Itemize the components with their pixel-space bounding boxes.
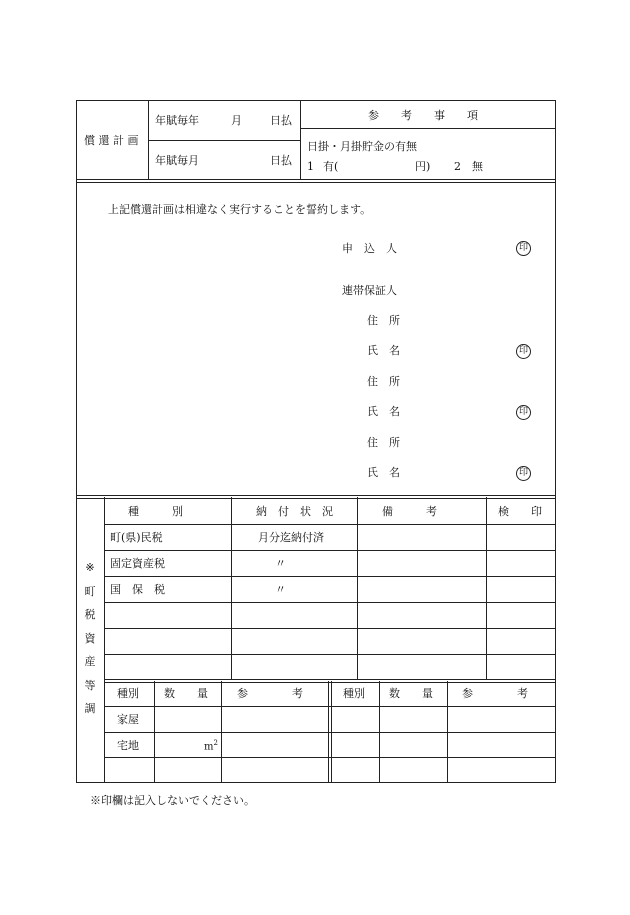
tax-row-1-status: 月分迄納付済 xyxy=(258,531,324,544)
side-char: 資 xyxy=(84,631,96,645)
unit-superscript: 2 xyxy=(213,739,218,747)
grid-line xyxy=(76,179,556,183)
grid-line xyxy=(154,681,155,783)
asset-header-qty-right: 数 量 xyxy=(389,687,433,700)
tax-header-kind: 種 別 xyxy=(128,505,183,518)
savings-option-2-number: 2 xyxy=(454,160,461,173)
plan-label: 償 還 計 画 xyxy=(84,134,139,147)
savings-title: 日掛・月掛貯金の有無 xyxy=(307,140,417,153)
tax-row-2-kind: 固定資産税 xyxy=(110,557,165,570)
asset-header-qty-left: 数 量 xyxy=(164,687,208,700)
grid-line xyxy=(104,576,556,577)
grid-line xyxy=(328,681,329,783)
guarantor-label: 連帯保証人 xyxy=(342,284,397,297)
plan-monthly-day: 日払 xyxy=(270,154,292,167)
unit-base: m xyxy=(204,741,214,753)
savings-option-1-unit: 円) xyxy=(415,160,431,173)
asset-row-house: 家屋 xyxy=(117,713,139,726)
tax-header-status: 納 付 状 況 xyxy=(256,505,333,518)
grid-line xyxy=(104,497,105,783)
tax-row-2-status: 〃 xyxy=(275,557,286,570)
guarantor-3-name-label: 氏 名 xyxy=(367,466,400,479)
savings-option-2-label: 無 xyxy=(472,160,483,173)
side-char: 税 xyxy=(84,608,96,621)
grid-line xyxy=(104,654,556,655)
guarantor-2-name-label: 氏 名 xyxy=(367,405,400,418)
tax-row-3-kind: 国 保 税 xyxy=(110,583,165,596)
grid-line xyxy=(221,681,222,783)
guarantor-3-address-label: 住 所 xyxy=(367,436,400,449)
side-char: 町 xyxy=(84,584,96,598)
grid-line xyxy=(231,497,232,680)
grid-line xyxy=(300,100,301,180)
tax-survey-side-label xyxy=(83,562,97,727)
guarantor-2-address-label: 住 所 xyxy=(367,375,400,388)
grid-line xyxy=(104,602,556,603)
grid-line xyxy=(104,628,556,629)
plan-monthly-prefix: 年賦毎月 xyxy=(155,154,199,167)
grid-line xyxy=(357,497,358,680)
footnote: ※印欄は記入しないでください。 xyxy=(90,794,255,807)
guarantor-2-seal-icon: 印 xyxy=(516,405,531,420)
grid-line xyxy=(104,732,556,733)
asset-row-land: 宅地 xyxy=(117,739,139,752)
side-char: ※ xyxy=(85,561,95,574)
grid-line xyxy=(104,757,556,758)
guarantor-1-seal-icon: 印 xyxy=(516,344,531,359)
asset-header-kind-left: 種別 xyxy=(117,687,139,700)
side-char: 等 xyxy=(84,678,96,692)
applicant-seal-icon: 印 xyxy=(516,241,531,256)
grid-line xyxy=(104,550,556,551)
grid-line xyxy=(148,140,300,141)
tax-header-remarks: 備 考 xyxy=(382,505,437,518)
grid-line xyxy=(447,681,448,783)
savings-option-1-number: 1 xyxy=(307,160,314,173)
pledge-statement: 上記償還計画は相違なく実行することを誓約します。 xyxy=(108,203,372,216)
asset-header-kind-right: 種別 xyxy=(343,687,365,700)
tax-row-3-status: 〃 xyxy=(275,583,286,596)
grid-line xyxy=(76,495,556,499)
plan-annual-month: 月 xyxy=(231,114,242,127)
grid-line xyxy=(104,679,556,683)
guarantor-1-name-label: 氏 名 xyxy=(367,344,400,357)
grid-line xyxy=(379,681,380,783)
savings-option-1-label: 有( xyxy=(323,160,339,173)
grid-line xyxy=(104,524,556,525)
asset-header-ref-right: 参 考 xyxy=(462,687,528,700)
grid-line xyxy=(300,128,556,129)
grid-line xyxy=(486,497,487,680)
side-char: 調 xyxy=(84,702,96,715)
grid-line xyxy=(331,681,332,783)
asset-header-ref-left: 参 考 xyxy=(237,687,303,700)
side-char: 産 xyxy=(84,655,96,668)
plan-annual-day: 日払 xyxy=(270,114,292,127)
plan-annual-prefix: 年賦毎年 xyxy=(155,114,199,127)
tax-header-inspection: 検 印 xyxy=(498,505,542,518)
guarantor-1-address-label: 住 所 xyxy=(367,314,400,327)
asset-land-unit xyxy=(204,740,218,752)
guarantor-3-seal-icon: 印 xyxy=(516,466,531,481)
applicant-label: 申 込 人 xyxy=(342,242,397,255)
tax-row-1-kind: 町(県)民税 xyxy=(110,531,163,544)
grid-line xyxy=(104,706,556,707)
reference-header: 参 考 事 項 xyxy=(368,109,478,122)
